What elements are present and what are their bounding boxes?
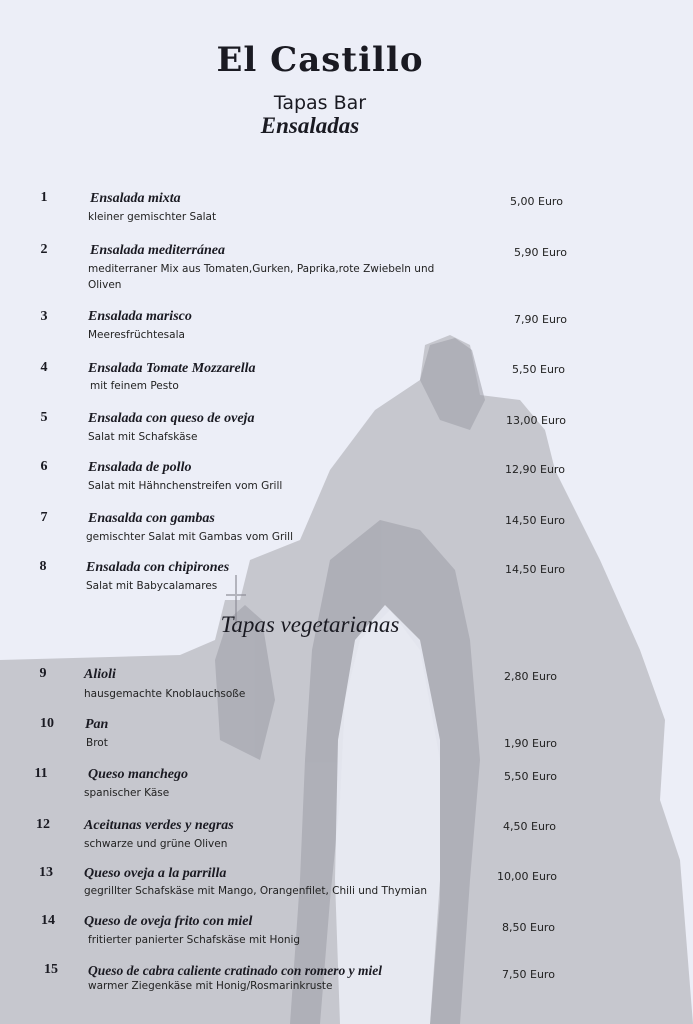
item-price: 14,50 Euro	[505, 563, 565, 576]
item-description: fritierter panierter Schafskäse mit Honig	[88, 934, 301, 946]
item-name: Queso de cabra caliente cratinado con romero y miel	[88, 963, 382, 978]
item-name: Ensalada con chipirones	[86, 560, 230, 575]
item-description: gemischter Salat mit Gambas vom Grill	[86, 531, 294, 543]
item-number: 5	[40, 410, 48, 425]
item-number: 11	[34, 766, 48, 781]
item-number: 10	[40, 716, 54, 731]
item-name: Queso oveja a la parrilla	[84, 866, 227, 881]
item-description: warmer Ziegenkäse mit Honig/Rosmarinkruste	[88, 980, 333, 992]
item-price: 13,00 Euro	[506, 414, 566, 427]
item-description: kleiner gemischter Salat	[88, 211, 217, 223]
item-name: Aceitunas verdes y negras	[84, 818, 234, 833]
item-name: Alioli	[84, 667, 116, 682]
item-number: 13	[39, 865, 53, 880]
item-price: 14,50 Euro	[505, 514, 565, 527]
item-price: 5,00 Euro	[510, 195, 563, 208]
item-description: spanischer Käse	[84, 787, 170, 799]
item-price: 1,90 Euro	[504, 737, 557, 750]
item-price: 5,50 Euro	[512, 363, 565, 376]
item-description: schwarze und grüne Oliven	[84, 838, 228, 850]
item-number: 6	[40, 459, 48, 474]
item-description: Brot	[86, 737, 108, 749]
item-description: Salat mit Schafskäse	[88, 431, 198, 443]
item-price: 7,50 Euro	[502, 968, 555, 981]
restaurant-title: El Castillo	[216, 40, 424, 80]
item-description: Meeresfrüchtesala	[88, 329, 185, 341]
section-title-ensaladas: Ensaladas	[260, 113, 360, 138]
item-number: 7	[40, 510, 48, 525]
item-name: Ensalada marisco	[88, 309, 192, 324]
section-title-tapas-vegetarianas: Tapas vegetarianas	[220, 612, 400, 637]
item-name: Enasalda con gambas	[88, 511, 215, 526]
item-number: 3	[40, 309, 48, 324]
item-description: mediterraner Mix aus Tomaten,Gurken, Paprika,rote Zwiebeln und Oliven	[88, 263, 435, 291]
item-number: 15	[44, 962, 58, 977]
item-price: 8,50 Euro	[502, 921, 555, 934]
item-number: 4	[40, 360, 48, 375]
item-number: 2	[40, 242, 48, 257]
item-price: 12,90 Euro	[505, 463, 565, 476]
item-price: 2,80 Euro	[504, 670, 557, 683]
item-name: Ensalada Tomate Mozzarella	[88, 361, 256, 376]
item-number: 14	[41, 913, 55, 928]
item-name: Queso de oveja frito con miel	[84, 914, 253, 929]
item-number: 8	[39, 559, 47, 574]
item-number: 1	[40, 190, 48, 205]
item-price: 10,00 Euro	[497, 870, 557, 883]
item-price: 4,50 Euro	[503, 820, 556, 833]
item-name: Ensalada mediterránea	[90, 243, 225, 258]
item-price: 7,90 Euro	[514, 313, 567, 326]
restaurant-subtitle: Tapas Bar	[273, 92, 367, 114]
item-name: Ensalada mixta	[90, 191, 181, 206]
item-number: 12	[36, 817, 50, 832]
item-name: Ensalada con queso de oveja	[88, 411, 255, 426]
item-number: 9	[39, 666, 47, 681]
item-name: Ensalada de pollo	[88, 460, 192, 475]
item-description: Salat mit Hähnchenstreifen vom Grill	[88, 480, 283, 492]
item-description: mit feinem Pesto	[90, 380, 179, 392]
item-price: 5,90 Euro	[514, 246, 567, 259]
item-price: 5,50 Euro	[504, 770, 557, 783]
item-description: Salat mit Babycalamares	[86, 580, 218, 592]
item-description: gegrillter Schafskäse mit Mango, Orangenfilet, Chili und Thymian	[84, 885, 428, 897]
item-name: Queso manchego	[88, 767, 188, 782]
item-name: Pan	[85, 717, 109, 732]
item-description: hausgemachte Knoblauchsoße	[84, 688, 246, 700]
